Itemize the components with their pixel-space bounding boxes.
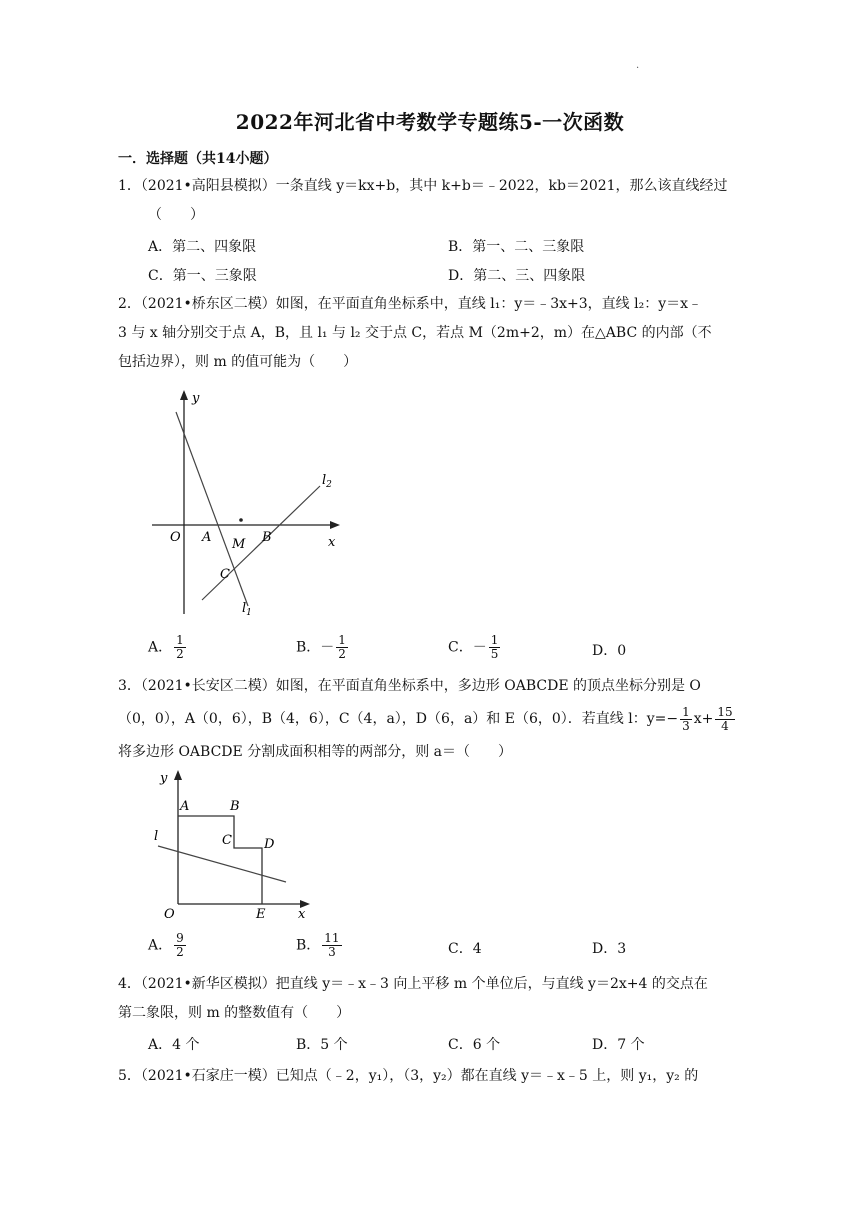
q3-intercept-fraction: $\frac{15}{4}$: [717, 704, 733, 733]
q3-label-y: y: [160, 771, 168, 786]
q3-y-arrow: [174, 770, 182, 780]
q3-label-o: O: [164, 907, 175, 922]
q1-option-d[interactable]: D．第二、三、四象限: [448, 268, 586, 284]
q3-label-b: B: [230, 799, 240, 814]
q2-label-o: O: [170, 530, 181, 545]
q2-label-y: y: [192, 391, 200, 406]
page-dot: .: [636, 60, 640, 71]
q2-option-b-fraction: $\frac{1}{2}$: [338, 633, 346, 661]
question-3-figure: [146, 768, 316, 924]
q2-line-l2: [202, 486, 320, 600]
q2-y-arrow: [180, 390, 188, 400]
q4-option-d[interactable]: D．7 个: [592, 1037, 645, 1053]
q2-label-b: B: [262, 530, 272, 545]
question-5-line-1: 5．（2021•石家庄一模）已知点（﹣2，y₁），（3，y₂）都在直线 y＝﹣x﹣5 上，则 y₁，y₂ 的: [118, 1068, 699, 1084]
question-2-figure: [150, 388, 360, 620]
question-5: [118, 1062, 738, 1091]
q4-option-c[interactable]: C．6 个: [448, 1037, 501, 1053]
q2-option-b[interactable]: B．－ $\frac{1}{2}$: [296, 633, 346, 661]
q3-label-e: E: [256, 907, 266, 922]
document-title: 2022年河北省中考数学专题练5-一次函数: [235, 110, 625, 134]
q2-x-arrow: [330, 521, 340, 529]
q3-slope-fraction: $\frac{1}{3}$: [682, 704, 690, 733]
q2-option-c[interactable]: C．－ $\frac{1}{5}$: [448, 633, 499, 661]
question-3-line-1: 3．（2021•长安区二模）如图，在平面直角坐标系中，多边形 OABCDE 的顶点坐标分别是 O: [118, 678, 701, 694]
q2-label-l2: $l_2$: [322, 473, 332, 490]
q2-label-m: M: [232, 537, 246, 552]
question-3-line-2: （0，0），A（0，6），B（4，6），C（4，a），D（6，a）和 E（6，0）．若直线 l：y=− $\frac{1}{3}$ x+ $\frac{15}{4}$: [118, 704, 733, 733]
q3-label-a: A: [180, 799, 190, 814]
q4-option-a[interactable]: A．4 个: [148, 1037, 200, 1053]
question-1: [118, 172, 738, 230]
q2-option-c-fraction: $\frac{1}{5}$: [490, 633, 499, 661]
question-2-line-1: 2．（2021•桥东区二模）如图，在平面直角坐标系中，直线 l₁：y＝﹣3x+3，直线 l₂：y＝x﹣: [118, 296, 703, 312]
q2-label-c: C: [220, 567, 230, 582]
q3-label-d: D: [264, 837, 275, 852]
question-4: [118, 970, 738, 1028]
question-3: [118, 670, 738, 769]
section-heading: 一．选择题（共14小题）: [118, 151, 278, 167]
question-2: [118, 290, 738, 377]
q3-polygon-oabcde: [178, 816, 262, 904]
q2-option-d[interactable]: D．0: [592, 643, 627, 659]
q4-option-b[interactable]: B．5 个: [296, 1037, 348, 1053]
q3-label-c: C: [222, 833, 232, 848]
q3-label-x: x: [298, 907, 306, 922]
q1-option-a[interactable]: A．第二、四象限: [148, 239, 257, 255]
question-3-line-3: 将多边形 OABCDE 分割成面积相等的两部分，则 a＝（ ）: [118, 744, 512, 760]
q3-option-b[interactable]: B． $\frac{11}{3}$: [296, 931, 340, 959]
q2-point-m: [239, 518, 243, 522]
q2-label-a: A: [202, 530, 212, 545]
question-4-line-2: 第二象限，则 m 的整数值有（ ）: [118, 1005, 351, 1021]
q2-option-a[interactable]: A． $\frac{1}{2}$: [148, 633, 184, 661]
q3-option-d[interactable]: D．3: [592, 941, 627, 957]
q2-option-a-fraction: $\frac{1}{2}$: [176, 633, 184, 661]
question-4-line-1: 4．（2021•新华区模拟）把直线 y＝﹣x﹣3 向上平移 m 个单位后，与直线 y＝2x+4 的交点在: [118, 976, 708, 992]
q3-label-l: l: [154, 829, 159, 844]
question-2-line-2: 3 与 x 轴分别交于点 A，B，且 l₁ 与 l₂ 交于点 C，若点 M（2m+2，m）在△ABC 的内部（不: [118, 325, 712, 341]
q3-option-a-fraction: $\frac{9}{2}$: [176, 931, 184, 959]
q1-option-b[interactable]: B．第一、二、三象限: [448, 239, 585, 255]
question-1-line-1: 1．（2021•高阳县模拟）一条直线 y＝kx+b，其中 k+b＝﹣2022，kb＝2021，那么该直线经过: [118, 178, 728, 194]
q1-option-c[interactable]: C．第一、三象限: [148, 268, 257, 284]
question-2-line-3: 包括边界），则 m 的值可能为（ ）: [118, 354, 358, 370]
q2-line-l1: [176, 412, 248, 606]
q3-option-b-fraction: $\frac{11}{3}$: [324, 931, 340, 959]
q3-option-c[interactable]: C．4: [448, 941, 482, 957]
q2-label-l1: $l_1$: [242, 601, 252, 618]
q3-option-a[interactable]: A． $\frac{9}{2}$: [148, 931, 184, 959]
q2-label-x: x: [328, 535, 336, 550]
question-1-line-2: （ ）: [148, 207, 204, 223]
